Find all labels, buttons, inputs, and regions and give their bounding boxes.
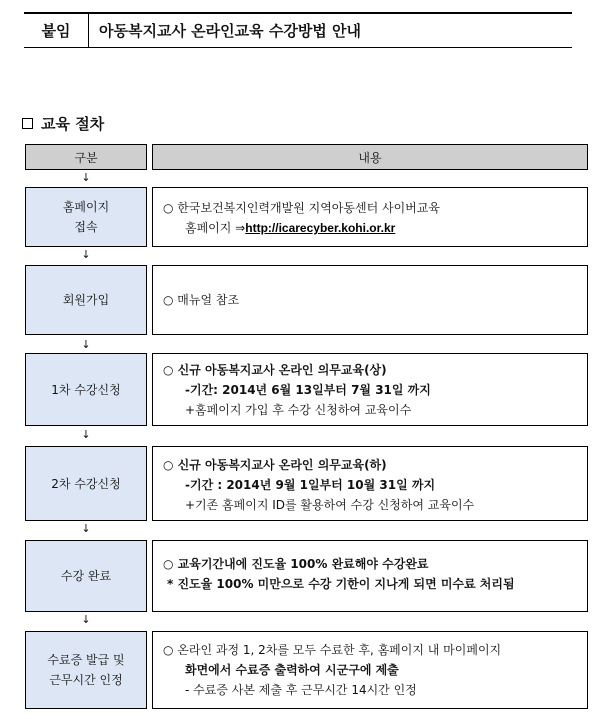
section-heading: [22, 113, 104, 134]
header-bottom-rule: [24, 47, 572, 48]
content-line: -기간: 2014년 6월 13일부터 7월 31일 까지: [185, 383, 431, 397]
down-arrow-icon: ↓: [81, 522, 91, 535]
step-label-line: 1차 수강신청: [51, 382, 121, 397]
step-label-certificate: [25, 631, 147, 709]
content-line: ○ 신규 아동복지교사 온라인 의무교육(하): [163, 458, 387, 472]
step-label-line: 근무시간 인정: [49, 673, 123, 687]
content-line: ○ 온라인 과정 1, 2차를 모두 수료한 후, 홈페이지 내 마이페이지: [163, 643, 502, 657]
header-divider: [88, 14, 89, 47]
step-content-second-application: [152, 446, 588, 521]
step-label-second-application: [25, 446, 147, 521]
content-line: -기간 : 2014년 9월 1일부터 10월 31일 까지: [185, 478, 436, 492]
down-arrow-icon: ↓: [81, 338, 91, 351]
section-title: 교육 절차: [41, 115, 105, 133]
step-content-homepage: [152, 187, 588, 247]
step-label-line: 수강 완료: [60, 569, 112, 583]
column-header-category: 구분: [25, 144, 147, 170]
checkbox-bullet-icon: [22, 118, 33, 129]
step-label-signup: [25, 265, 147, 335]
content-line: +홈페이지 가입 후 수강 신청하여 교육이수: [185, 403, 412, 417]
content-line: [163, 218, 577, 238]
content-line: ○ 신규 아동복지교사 온라인 의무교육(상): [163, 363, 387, 377]
down-arrow-icon: ↓: [81, 613, 91, 626]
content-line: ○ 한국보건복지인력개발원 지역아동센터 사이버교육: [163, 201, 440, 215]
content-line: ○ 교육기간내에 진도율 100% 완료해야 수강완료: [163, 557, 429, 571]
step-content-certificate: [152, 631, 588, 709]
down-arrow-icon: ↓: [81, 248, 91, 261]
step-label-first-application: [25, 353, 147, 426]
step-label-line: 수료증 발급 및: [47, 653, 125, 667]
step-label-homepage: [25, 187, 147, 247]
homepage-link[interactable]: http://icarecyber.kohi.or.kr: [245, 221, 396, 235]
homepage-link-prefix: 홈페이지 ⇒: [185, 221, 246, 235]
step-content-first-application: [152, 353, 588, 426]
down-arrow-icon: ↓: [81, 428, 91, 441]
content-line: 화면에서 수료증 출력하여 시군구에 제출: [185, 663, 399, 677]
down-arrow-icon: ↓: [81, 171, 91, 184]
step-label-line: 홈페이지: [62, 200, 110, 214]
step-label-completion: [25, 540, 147, 612]
step-label-line: 2차 수강신청: [51, 476, 121, 491]
step-content-signup: [152, 265, 588, 335]
step-content-completion: [152, 540, 588, 612]
column-header-content: 내용: [152, 144, 588, 170]
content-line: +기존 홈페이지 ID를 활용하여 수강 신청하여 교육이수: [185, 498, 475, 512]
step-label-line: 회원가입: [62, 293, 110, 307]
content-line: ○ 매뉴얼 참조: [163, 293, 240, 307]
content-line: - 수료증 사본 제출 후 근무시간 14시간 인정: [185, 683, 417, 697]
content-line: * 진도율 100% 미만으로 수강 기한이 지나게 되면 미수료 처리됨: [167, 577, 515, 591]
document-title: 아동복지교사 온라인교육 수강방법 안내: [99, 22, 361, 40]
step-label-line: 접속: [74, 220, 98, 234]
attachment-tag: 붙임: [41, 22, 71, 40]
